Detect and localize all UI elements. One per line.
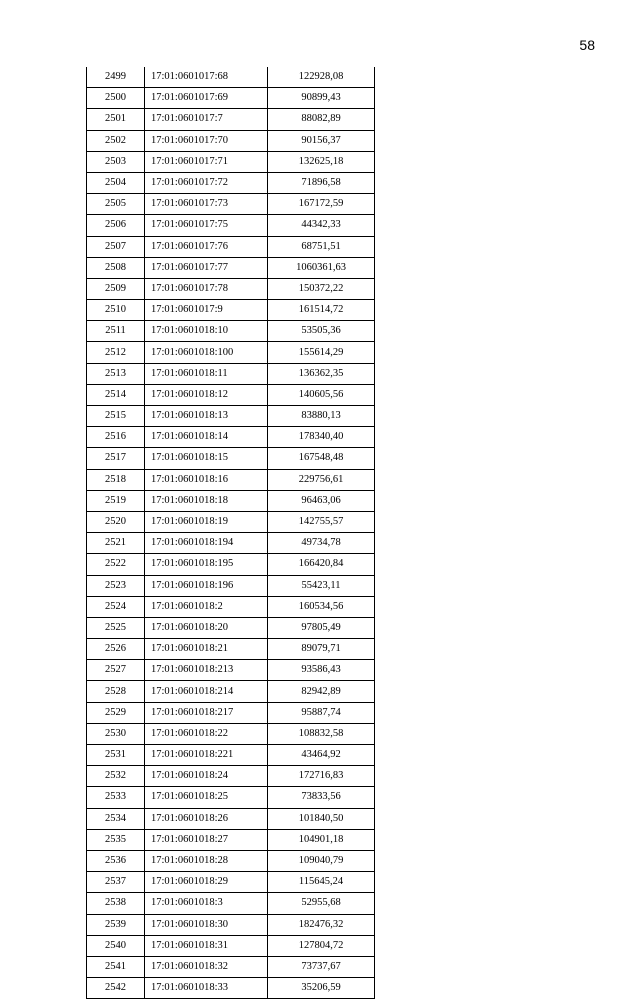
table-row	[87, 109, 375, 130]
cadastral-value-cell: 95887,74	[268, 702, 375, 723]
cadastral-number-cell: 17:01:0601018:12	[145, 384, 268, 405]
row-number-cell: 2541	[87, 956, 145, 977]
table-row	[87, 300, 375, 321]
cadastral-value-cell: 1060361,63	[268, 257, 375, 278]
cadastral-value-cell: 161514,72	[268, 300, 375, 321]
table-row	[87, 151, 375, 172]
table-row	[87, 893, 375, 914]
row-number-cell: 2533	[87, 787, 145, 808]
row-number-cell: 2538	[87, 893, 145, 914]
table-row	[87, 808, 375, 829]
cadastral-number-cell: 17:01:0601018:16	[145, 469, 268, 490]
cadastral-value-cell: 155614,29	[268, 342, 375, 363]
row-number-cell: 2540	[87, 935, 145, 956]
row-number-cell: 2542	[87, 978, 145, 999]
row-number-cell: 2518	[87, 469, 145, 490]
row-number-cell: 2522	[87, 554, 145, 575]
table-row	[87, 448, 375, 469]
table-row	[87, 342, 375, 363]
table-row	[87, 978, 375, 999]
cadastral-value-cell: 71896,58	[268, 172, 375, 193]
cadastral-value-cell: 136362,35	[268, 363, 375, 384]
table-row	[87, 596, 375, 617]
cadastral-number-cell: 17:01:0601018:214	[145, 681, 268, 702]
cadastral-value-cell: 49734,78	[268, 533, 375, 554]
cadastral-value-cell: 115645,24	[268, 872, 375, 893]
cadastral-value-cell: 73737,67	[268, 956, 375, 977]
cadastral-number-cell: 17:01:0601018:31	[145, 935, 268, 956]
row-number-cell: 2509	[87, 278, 145, 299]
cadastral-number-cell: 17:01:0601017:69	[145, 88, 268, 109]
cadastral-number-cell: 17:01:0601018:10	[145, 321, 268, 342]
page-number: 58	[579, 37, 595, 53]
cadastral-value-cell: 68751,51	[268, 236, 375, 257]
row-number-cell: 2512	[87, 342, 145, 363]
cadastral-number-cell: 17:01:0601018:196	[145, 575, 268, 596]
cadastral-value-cell: 166420,84	[268, 554, 375, 575]
table-row	[87, 257, 375, 278]
cadastral-number-cell: 17:01:0601018:20	[145, 617, 268, 638]
cadastral-number-cell: 17:01:0601018:33	[145, 978, 268, 999]
cadastral-value-cell: 178340,40	[268, 427, 375, 448]
cadastral-value-cell: 73833,56	[268, 787, 375, 808]
cadastral-number-cell: 17:01:0601018:3	[145, 893, 268, 914]
cadastral-value-cell: 167548,48	[268, 448, 375, 469]
table-row	[87, 130, 375, 151]
row-number-cell: 2515	[87, 406, 145, 427]
cadastral-number-cell: 17:01:0601018:25	[145, 787, 268, 808]
cadastral-number-cell: 17:01:0601018:14	[145, 427, 268, 448]
table-row	[87, 321, 375, 342]
cadastral-number-cell: 17:01:0601018:2	[145, 596, 268, 617]
table-row	[87, 575, 375, 596]
cadastral-value-cell: 90156,37	[268, 130, 375, 151]
cadastral-value-cell: 89079,71	[268, 639, 375, 660]
table-row	[87, 723, 375, 744]
table-row	[87, 554, 375, 575]
table-row	[87, 88, 375, 109]
row-number-cell: 2521	[87, 533, 145, 554]
cadastral-number-cell: 17:01:0601018:195	[145, 554, 268, 575]
cadastral-number-cell: 17:01:0601018:29	[145, 872, 268, 893]
table-row	[87, 427, 375, 448]
row-number-cell: 2532	[87, 766, 145, 787]
cadastral-value-cell: 83880,13	[268, 406, 375, 427]
cadastral-value-table	[86, 67, 375, 999]
row-number-cell: 2527	[87, 660, 145, 681]
cadastral-value-cell: 82942,89	[268, 681, 375, 702]
cadastral-number-cell: 17:01:0601017:72	[145, 172, 268, 193]
table-row	[87, 67, 375, 88]
cadastral-value-cell: 160534,56	[268, 596, 375, 617]
row-number-cell: 2505	[87, 194, 145, 215]
cadastral-value-cell: 142755,57	[268, 511, 375, 532]
table-row	[87, 363, 375, 384]
cadastral-value-cell: 108832,58	[268, 723, 375, 744]
cadastral-number-cell: 17:01:0601018:30	[145, 914, 268, 935]
row-number-cell: 2513	[87, 363, 145, 384]
row-number-cell: 2503	[87, 151, 145, 172]
row-number-cell: 2539	[87, 914, 145, 935]
cadastral-value-cell: 35206,59	[268, 978, 375, 999]
cadastral-value-cell: 88082,89	[268, 109, 375, 130]
cadastral-number-cell: 17:01:0601017:68	[145, 67, 268, 88]
table-row	[87, 681, 375, 702]
cadastral-value-cell: 109040,79	[268, 850, 375, 871]
cadastral-number-cell: 17:01:0601018:26	[145, 808, 268, 829]
cadastral-value-cell: 122928,08	[268, 67, 375, 88]
cadastral-value-cell: 132625,18	[268, 151, 375, 172]
table-row	[87, 787, 375, 808]
row-number-cell: 2500	[87, 88, 145, 109]
row-number-cell: 2520	[87, 511, 145, 532]
row-number-cell: 2501	[87, 109, 145, 130]
row-number-cell: 2514	[87, 384, 145, 405]
row-number-cell: 2526	[87, 639, 145, 660]
table-row	[87, 215, 375, 236]
cadastral-value-cell: 55423,11	[268, 575, 375, 596]
cadastral-number-cell: 17:01:0601018:11	[145, 363, 268, 384]
cadastral-number-cell: 17:01:0601018:19	[145, 511, 268, 532]
cadastral-number-cell: 17:01:0601018:100	[145, 342, 268, 363]
cadastral-number-cell: 17:01:0601018:13	[145, 406, 268, 427]
cadastral-value-cell: 140605,56	[268, 384, 375, 405]
row-number-cell: 2523	[87, 575, 145, 596]
cadastral-value-cell: 52955,68	[268, 893, 375, 914]
cadastral-value-table-container	[86, 67, 375, 999]
table-row	[87, 533, 375, 554]
cadastral-value-cell: 104901,18	[268, 829, 375, 850]
row-number-cell: 2528	[87, 681, 145, 702]
table-row	[87, 639, 375, 660]
cadastral-number-cell: 17:01:0601017:78	[145, 278, 268, 299]
row-number-cell: 2517	[87, 448, 145, 469]
cadastral-value-cell: 172716,83	[268, 766, 375, 787]
row-number-cell: 2499	[87, 67, 145, 88]
cadastral-value-cell: 229756,61	[268, 469, 375, 490]
cadastral-number-cell: 17:01:0601018:221	[145, 745, 268, 766]
row-number-cell: 2535	[87, 829, 145, 850]
cadastral-number-cell: 17:01:0601018:15	[145, 448, 268, 469]
table-row	[87, 511, 375, 532]
row-number-cell: 2507	[87, 236, 145, 257]
cadastral-number-cell: 17:01:0601017:71	[145, 151, 268, 172]
table-row	[87, 406, 375, 427]
row-number-cell: 2524	[87, 596, 145, 617]
table-row	[87, 172, 375, 193]
table-row	[87, 956, 375, 977]
table-row	[87, 617, 375, 638]
cadastral-number-cell: 17:01:0601017:7	[145, 109, 268, 130]
cadastral-number-cell: 17:01:0601018:194	[145, 533, 268, 554]
cadastral-number-cell: 17:01:0601017:73	[145, 194, 268, 215]
row-number-cell: 2531	[87, 745, 145, 766]
cadastral-number-cell: 17:01:0601018:28	[145, 850, 268, 871]
table-row	[87, 702, 375, 723]
table-row	[87, 850, 375, 871]
cadastral-value-cell: 93586,43	[268, 660, 375, 681]
row-number-cell: 2504	[87, 172, 145, 193]
table-row	[87, 194, 375, 215]
cadastral-number-cell: 17:01:0601018:213	[145, 660, 268, 681]
row-number-cell: 2511	[87, 321, 145, 342]
cadastral-value-cell: 182476,32	[268, 914, 375, 935]
row-number-cell: 2530	[87, 723, 145, 744]
cadastral-value-cell: 53505,36	[268, 321, 375, 342]
row-number-cell: 2519	[87, 490, 145, 511]
cadastral-value-cell: 96463,06	[268, 490, 375, 511]
row-number-cell: 2508	[87, 257, 145, 278]
table-row	[87, 278, 375, 299]
cadastral-number-cell: 17:01:0601017:76	[145, 236, 268, 257]
cadastral-value-cell: 90899,43	[268, 88, 375, 109]
table-row	[87, 384, 375, 405]
table-row	[87, 766, 375, 787]
table-row	[87, 236, 375, 257]
cadastral-number-cell: 17:01:0601017:70	[145, 130, 268, 151]
row-number-cell: 2536	[87, 850, 145, 871]
cadastral-value-cell: 43464,92	[268, 745, 375, 766]
table-row	[87, 829, 375, 850]
table-row	[87, 914, 375, 935]
row-number-cell: 2516	[87, 427, 145, 448]
cadastral-value-cell: 44342,33	[268, 215, 375, 236]
table-row	[87, 469, 375, 490]
row-number-cell: 2529	[87, 702, 145, 723]
cadastral-number-cell: 17:01:0601018:217	[145, 702, 268, 723]
cadastral-number-cell: 17:01:0601017:77	[145, 257, 268, 278]
row-number-cell: 2534	[87, 808, 145, 829]
table-row	[87, 745, 375, 766]
cadastral-number-cell: 17:01:0601018:27	[145, 829, 268, 850]
cadastral-number-cell: 17:01:0601018:24	[145, 766, 268, 787]
table-row	[87, 660, 375, 681]
table-row	[87, 872, 375, 893]
row-number-cell: 2502	[87, 130, 145, 151]
row-number-cell: 2525	[87, 617, 145, 638]
cadastral-number-cell: 17:01:0601018:18	[145, 490, 268, 511]
cadastral-value-cell: 150372,22	[268, 278, 375, 299]
row-number-cell: 2510	[87, 300, 145, 321]
row-number-cell: 2537	[87, 872, 145, 893]
cadastral-number-cell: 17:01:0601018:32	[145, 956, 268, 977]
table-row	[87, 490, 375, 511]
cadastral-value-cell: 127804,72	[268, 935, 375, 956]
cadastral-number-cell: 17:01:0601017:75	[145, 215, 268, 236]
cadastral-number-cell: 17:01:0601017:9	[145, 300, 268, 321]
cadastral-number-cell: 17:01:0601018:21	[145, 639, 268, 660]
table-body	[87, 67, 375, 999]
cadastral-value-cell: 167172,59	[268, 194, 375, 215]
cadastral-value-cell: 97805,49	[268, 617, 375, 638]
cadastral-value-cell: 101840,50	[268, 808, 375, 829]
cadastral-number-cell: 17:01:0601018:22	[145, 723, 268, 744]
row-number-cell: 2506	[87, 215, 145, 236]
table-row	[87, 935, 375, 956]
